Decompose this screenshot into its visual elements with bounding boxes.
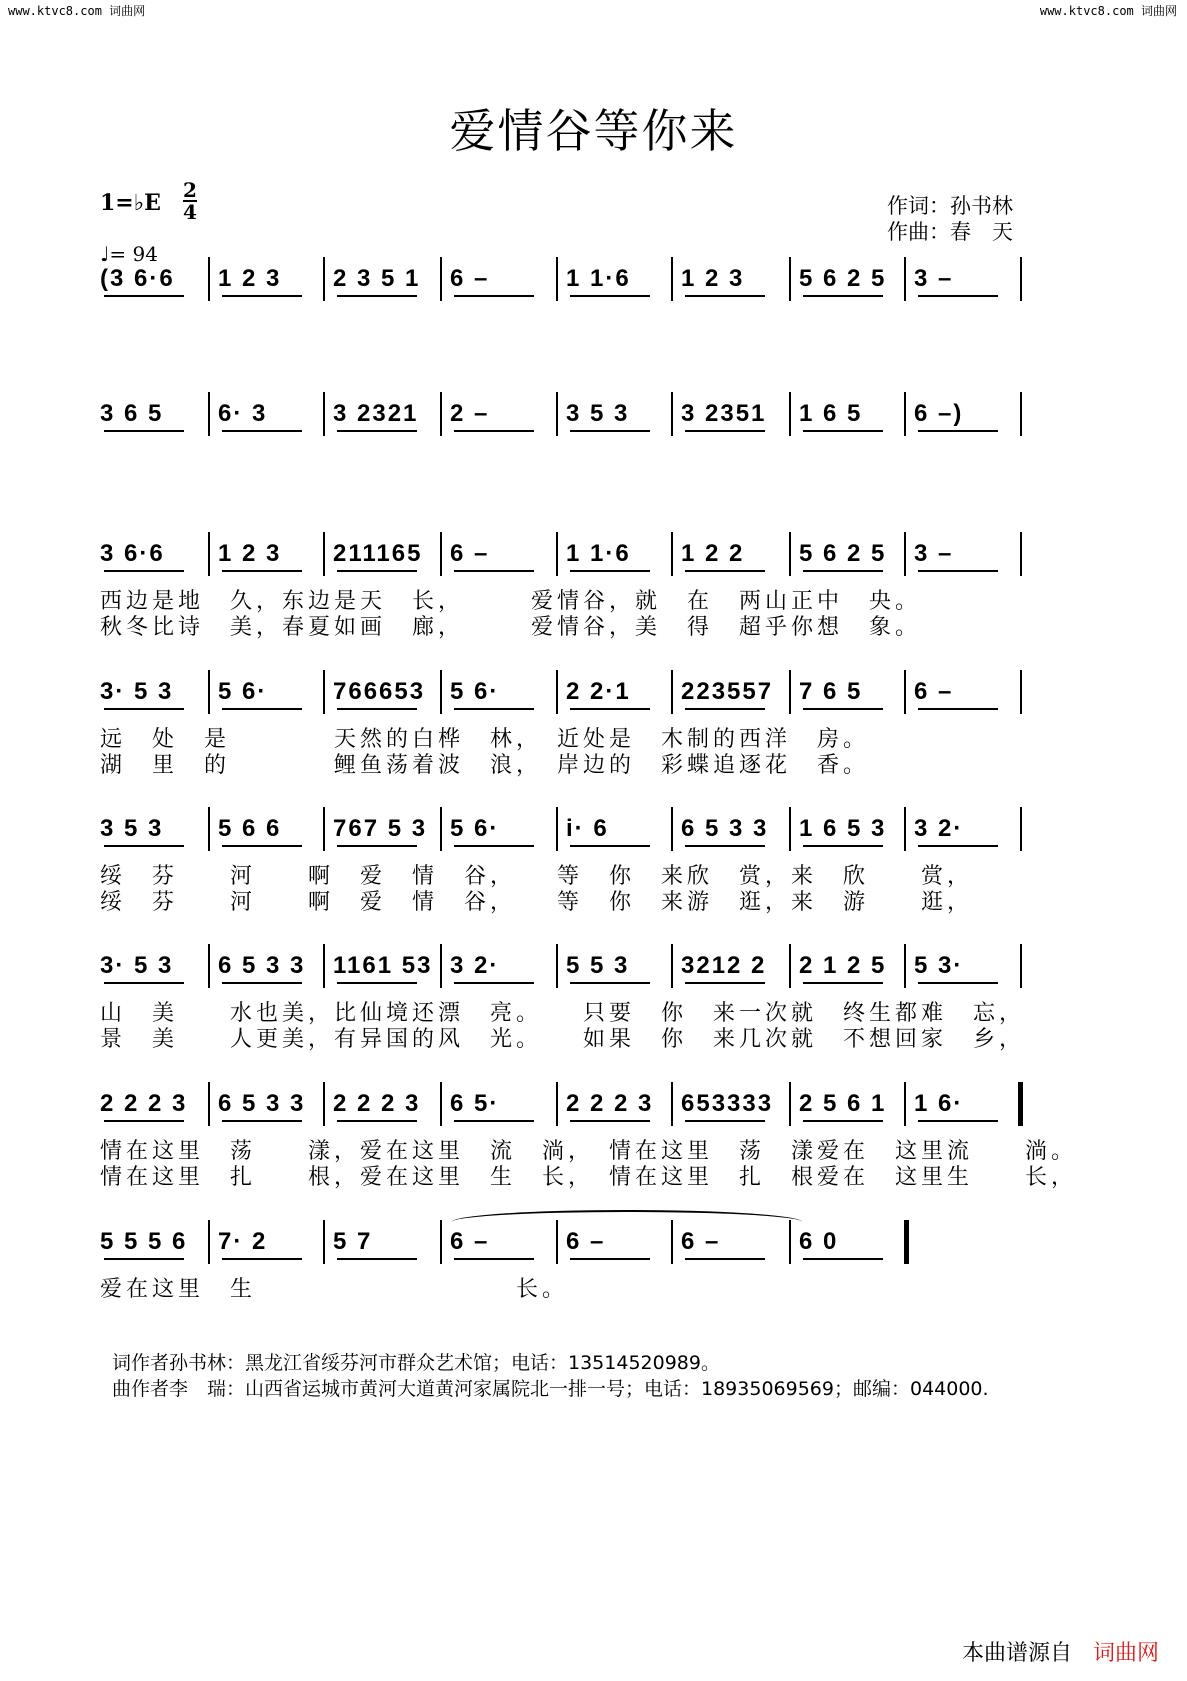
measure-notes: 5 6 6 <box>218 815 282 842</box>
measure-notes: 3 6 5 <box>100 400 164 427</box>
bar-line <box>323 670 325 714</box>
bar-line <box>208 807 210 851</box>
measure-notes: 3 6·6 <box>100 540 165 567</box>
beam-underline <box>803 845 883 847</box>
measure-notes: 653333 <box>681 1090 774 1117</box>
measure-notes: 3 – <box>914 540 954 567</box>
bar-line <box>671 257 673 301</box>
beam-underline <box>454 982 534 984</box>
beam-underline <box>104 982 184 984</box>
repeat-bar-line <box>1018 1082 1023 1126</box>
beam-underline <box>685 295 765 297</box>
measure-notes: 1 6 5 3 <box>799 815 887 842</box>
measure-notes: 1 2 2 <box>681 540 745 567</box>
measure-notes: 766653 <box>333 678 426 705</box>
beam-underline <box>570 295 650 297</box>
measure-notes: 5 7 <box>333 1228 373 1255</box>
measure-notes: 1 1·6 <box>566 540 631 567</box>
beam-underline <box>803 1258 883 1260</box>
composer-credit: 作曲：春 天 <box>887 220 1013 244</box>
measure-notes: (3 6·6 <box>100 265 175 292</box>
measure-notes: 767 5 3 <box>333 815 428 842</box>
bar-line <box>904 392 906 436</box>
bar-line <box>440 532 442 576</box>
bar-line <box>789 807 791 851</box>
beam-underline <box>803 570 883 572</box>
bar-line <box>556 532 558 576</box>
lyric-line: 情在这里 扎 根，爱在这里 生 长， 情在这里 扎 根爱在 这里生 长， <box>100 1165 1078 1190</box>
bar-line <box>789 944 791 988</box>
lyric-line: 西边是地 久，东边是天 长， 爱情谷，就 在 两山正中 央。 <box>100 589 922 614</box>
bar-line <box>789 1220 791 1264</box>
beam-underline <box>803 982 883 984</box>
beam-underline <box>685 430 765 432</box>
key-signature: 1=♭E <box>100 190 161 216</box>
bar-line <box>671 807 673 851</box>
source-site[interactable]: 词曲网 <box>1092 1641 1159 1666</box>
measure-notes: 6 5· <box>450 1090 500 1117</box>
measure-notes: 6 – <box>914 678 954 705</box>
measure-notes: 2 2 2 3 <box>100 1090 188 1117</box>
measure-notes: 2 2·1 <box>566 678 631 705</box>
measure-notes: 3· 5 3 <box>100 678 174 705</box>
measure-notes: 6 – <box>450 540 490 567</box>
beam-underline <box>104 295 184 297</box>
measure-notes: 5 5 3 <box>566 952 630 979</box>
beam-underline <box>104 1120 184 1122</box>
bar-line <box>440 944 442 988</box>
meter-top: 2 <box>183 178 197 202</box>
bar-line <box>556 1082 558 1126</box>
bar-line <box>323 1082 325 1126</box>
measure-notes: 3 2· <box>914 815 964 842</box>
measure-notes: 5 3· <box>914 952 964 979</box>
measure-notes: 6 – <box>566 1228 606 1255</box>
bar-line <box>556 1220 558 1264</box>
measure-notes: 5 6 2 5 <box>799 265 887 292</box>
measure-notes: 6 – <box>681 1228 721 1255</box>
beam-underline <box>337 1120 417 1122</box>
bar-line <box>208 1220 210 1264</box>
beam-underline <box>337 845 417 847</box>
bar-line <box>440 670 442 714</box>
lyric-line: 湖 里 的 鲤鱼荡着波 浪， 岸边的 彩蝶追逐花 香。 <box>100 753 870 778</box>
beam-underline <box>803 295 883 297</box>
measure-notes: 211165 <box>333 540 423 567</box>
beam-underline <box>803 1120 883 1122</box>
bar-line <box>440 392 442 436</box>
lyricist-contact: 词作者孙书林：黑龙江省绥芬河市群众艺术馆；电话：13514520989。 <box>112 1352 720 1374</box>
measure-notes: 3 5 3 <box>100 815 164 842</box>
tempo-marking: ♩= 94 <box>100 242 158 266</box>
page-title: 爱情谷等你来 <box>449 104 738 158</box>
beam-underline <box>454 708 534 710</box>
measure-notes: 6 5 3 3 <box>681 815 769 842</box>
measure-notes: 2 1 2 5 <box>799 952 887 979</box>
bar-line <box>904 257 906 301</box>
lyric-line: 山 美 水也美，比仙境还漂 亮。 只要 你 来一次就 终生都难 忘， <box>100 1001 1026 1026</box>
beam-underline <box>337 982 417 984</box>
watermark-right: www.ktvc8.com 词曲网 <box>1039 4 1177 18</box>
beam-underline <box>337 570 417 572</box>
measure-notes: 6 5 3 3 <box>218 1090 306 1117</box>
bar-line <box>904 944 906 988</box>
composer-contact: 曲作者李 瑞：山西省运城市黄河大道黄河家属院北一排一号；电话：18935069569；邮编：044000. <box>112 1378 989 1400</box>
measure-notes: 1 6 5 <box>799 400 863 427</box>
beam-underline <box>337 1258 417 1260</box>
bar-line <box>208 392 210 436</box>
tie-mark <box>452 1210 802 1222</box>
bar-line <box>671 944 673 988</box>
bar-line <box>1020 670 1022 714</box>
bar-line <box>556 670 558 714</box>
beam-underline <box>222 295 302 297</box>
final-bar-line <box>904 1220 909 1264</box>
watermark-left: www.ktvc8.com 词曲网 <box>8 4 146 18</box>
measure-notes: 3 2· <box>450 952 500 979</box>
beam-underline <box>104 430 184 432</box>
bar-line <box>208 670 210 714</box>
bar-line <box>208 944 210 988</box>
measure-notes: 223557 <box>681 678 774 705</box>
beam-underline <box>570 708 650 710</box>
bar-line <box>440 257 442 301</box>
beam-underline <box>222 708 302 710</box>
bar-line <box>671 1082 673 1126</box>
beam-underline <box>104 1258 184 1260</box>
beam-underline <box>918 295 998 297</box>
beam-underline <box>222 570 302 572</box>
beam-underline <box>454 430 534 432</box>
bar-line <box>904 1082 906 1126</box>
lyricist-credit: 作词：孙书林 <box>887 194 1013 218</box>
bar-line <box>789 670 791 714</box>
bar-line <box>789 532 791 576</box>
bar-line <box>556 807 558 851</box>
beam-underline <box>337 708 417 710</box>
bar-line <box>904 532 906 576</box>
beam-underline <box>685 1120 765 1122</box>
beam-underline <box>570 1258 650 1260</box>
beam-underline <box>337 295 417 297</box>
beam-underline <box>570 1120 650 1122</box>
bar-line <box>1020 944 1022 988</box>
beam-underline <box>222 1258 302 1260</box>
lyric-line: 爱在这里 生 长。 <box>100 1277 569 1302</box>
beam-underline <box>685 708 765 710</box>
beam-underline <box>570 570 650 572</box>
bar-line <box>208 257 210 301</box>
measure-notes: 1 1·6 <box>566 265 631 292</box>
beam-underline <box>918 430 998 432</box>
bar-line <box>1020 257 1022 301</box>
measure-notes: 6· 3 <box>218 400 268 427</box>
measure-notes: 3 5 3 <box>566 400 630 427</box>
beam-underline <box>454 845 534 847</box>
meter-bottom: 4 <box>183 200 197 224</box>
measure-notes: 6 5 3 3 <box>218 952 306 979</box>
bar-line <box>323 807 325 851</box>
beam-underline <box>454 570 534 572</box>
measure-notes: i· 6 <box>566 815 609 842</box>
bar-line <box>323 944 325 988</box>
beam-underline <box>222 430 302 432</box>
beam-underline <box>918 570 998 572</box>
beam-underline <box>918 708 998 710</box>
bar-line <box>1020 392 1022 436</box>
bar-line <box>671 532 673 576</box>
beam-underline <box>918 845 998 847</box>
beam-underline <box>570 845 650 847</box>
measure-notes: 2 3 5 1 <box>333 265 421 292</box>
beam-underline <box>104 570 184 572</box>
measure-notes: 7· 2 <box>218 1228 268 1255</box>
beam-underline <box>222 845 302 847</box>
beam-underline <box>918 1120 998 1122</box>
measure-notes: 3 2321 <box>333 400 419 427</box>
beam-underline <box>685 1258 765 1260</box>
measure-notes: 5 6· <box>450 678 500 705</box>
beam-underline <box>685 570 765 572</box>
beam-underline <box>104 845 184 847</box>
measure-notes: 5 6· <box>450 815 500 842</box>
measure-notes: 3· 5 3 <box>100 952 174 979</box>
beam-underline <box>454 1258 534 1260</box>
measure-notes: 2 5 6 1 <box>799 1090 887 1117</box>
lyric-line: 景 美 人更美，有异国的风 光。 如果 你 来几次就 不想回家 乡， <box>100 1027 1026 1052</box>
bar-line <box>904 807 906 851</box>
lyric-line: 远 处 是 天然的白桦 林， 近处是 木制的西洋 房。 <box>100 727 870 752</box>
beam-underline <box>454 1120 534 1122</box>
beam-underline <box>454 295 534 297</box>
measure-notes: 5 5 5 6 <box>100 1228 188 1255</box>
beam-underline <box>222 1120 302 1122</box>
bar-line <box>1020 807 1022 851</box>
beam-underline <box>803 430 883 432</box>
bar-line <box>671 1220 673 1264</box>
measure-notes: 1 6· <box>914 1090 964 1117</box>
beam-underline <box>918 982 998 984</box>
measure-notes: 2 2 2 3 <box>566 1090 654 1117</box>
measure-notes: 3 2351 <box>681 400 767 427</box>
bar-line <box>556 257 558 301</box>
lyric-line: 情在这里 荡 漾，爱在这里 流 淌， 情在这里 荡 漾爱在 这里流 淌。 <box>100 1139 1078 1164</box>
measure-notes: 1161 53 <box>333 952 433 979</box>
bar-line <box>1020 532 1022 576</box>
beam-underline <box>685 982 765 984</box>
bar-line <box>556 944 558 988</box>
lyric-line: 绥 芬 河 啊 爱 情 谷， 等 你 来游 逛，来 游 逛， <box>100 890 974 915</box>
bar-line <box>208 1082 210 1126</box>
lyric-line: 秋冬比诗 美，春夏如画 廊， 爱情谷，美 得 超乎你想 象。 <box>100 615 922 640</box>
measure-notes: 5 6 2 5 <box>799 540 887 567</box>
measure-notes: 2 2 2 3 <box>333 1090 421 1117</box>
bar-line <box>440 1220 442 1264</box>
bar-line <box>440 1082 442 1126</box>
bar-line <box>556 392 558 436</box>
lyric-line: 绥 芬 河 啊 爱 情 谷， 等 你 来欣 赏，来 欣 赏， <box>100 864 974 889</box>
measure-notes: 6 0 <box>799 1228 839 1255</box>
bar-line <box>208 532 210 576</box>
beam-underline <box>337 430 417 432</box>
bar-line <box>323 257 325 301</box>
beam-underline <box>104 708 184 710</box>
measure-notes: 6 –) <box>914 400 964 427</box>
bar-line <box>323 1220 325 1264</box>
measure-notes: 7 6 5 <box>799 678 863 705</box>
measure-notes: 3 – <box>914 265 954 292</box>
bar-line <box>671 670 673 714</box>
measure-notes: 1 2 3 <box>681 265 745 292</box>
measure-notes: 1 2 3 <box>218 265 282 292</box>
beam-underline <box>570 982 650 984</box>
measure-notes: 6 – <box>450 265 490 292</box>
measure-notes: 5 6· <box>218 678 268 705</box>
beam-underline <box>685 845 765 847</box>
bar-line <box>323 392 325 436</box>
measure-notes: 2 – <box>450 400 490 427</box>
bar-line <box>789 1082 791 1126</box>
bar-line <box>789 392 791 436</box>
time-signature <box>183 180 197 222</box>
bar-line <box>671 392 673 436</box>
measure-notes: 3212 2 <box>681 952 767 979</box>
bar-line <box>789 257 791 301</box>
bar-line <box>323 532 325 576</box>
source-credit <box>962 1636 1159 1667</box>
source-prefix: 本曲谱源自 <box>961 1641 1072 1666</box>
beam-underline <box>803 708 883 710</box>
beam-underline <box>222 982 302 984</box>
bar-line <box>904 670 906 714</box>
beam-underline <box>570 430 650 432</box>
bar-line <box>440 807 442 851</box>
measure-notes: 6 – <box>450 1228 490 1255</box>
measure-notes: 1 2 3 <box>218 540 282 567</box>
